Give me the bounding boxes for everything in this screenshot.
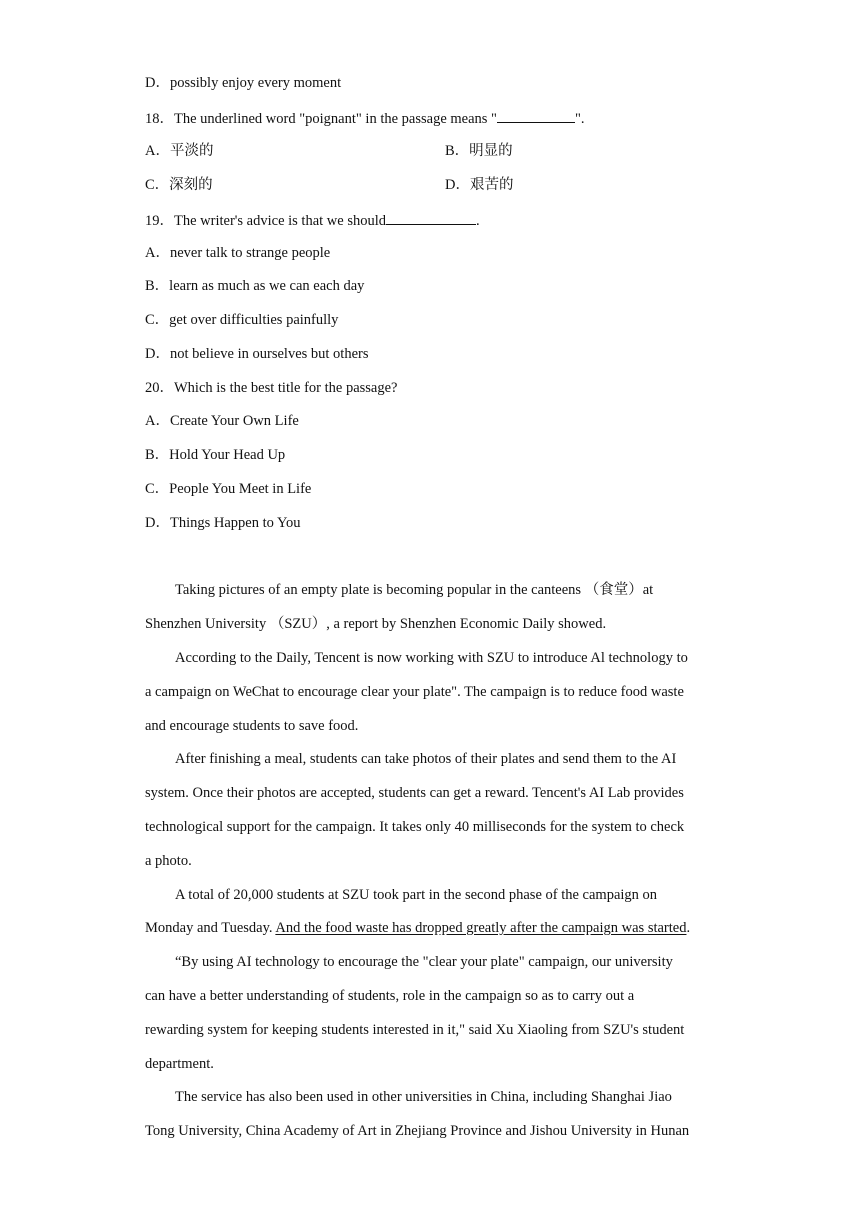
- passage-p6-line2: Tong University, China Academy of Art in Zhejiang Province and Jishou University in Hunan: [145, 1123, 690, 1139]
- q18-answer-blank: [497, 108, 575, 123]
- passage-p1-line1: Taking pictures of an empty plate is becoming popular in the canteens （食堂）at: [175, 582, 654, 598]
- passage-p5-line1: “By using AI technology to encourage the "clear your plate" campaign, our university: [175, 954, 673, 970]
- passage-p5-line4: department.: [145, 1056, 214, 1072]
- passage-p3-line4: a photo.: [145, 853, 192, 869]
- passage-p3-line1: After finishing a meal, students can take photos of their plates and send them to the AI: [175, 751, 677, 767]
- q19-answer-blank: [386, 210, 476, 225]
- q20-option-c: C．People You Meet in Life: [145, 481, 312, 497]
- q18-stem-end: ".: [574, 111, 585, 127]
- q19-option-a: A．never talk to strange people: [145, 245, 331, 261]
- q19-option-d: D．not believe in ourselves but others: [145, 346, 369, 362]
- passage-p4-line2-text: Monday and Tuesday.: [145, 920, 276, 936]
- q20-stem: 20．Which is the best title for the passage?: [145, 380, 398, 396]
- q18-option-a: A．平淡的: [145, 143, 214, 159]
- passage-p2-line1: According to the Daily, Tencent is now working with SZU to introduce Al technology to: [175, 650, 688, 666]
- passage-p3-line2: system. Once their photos are accepted, students can get a reward. Tencent's AI Lab provides: [145, 785, 684, 801]
- passage-p5-line2: can have a better understanding of students, role in the campaign so as to carry out a: [145, 988, 635, 1004]
- q19-stem-text: 19．The writer's advice is that we should: [145, 213, 386, 229]
- passage-p4-line2: [145, 919, 715, 937]
- passage-p3-line3: technological support for the campaign. It takes only 40 milliseconds for the system to check: [145, 819, 685, 835]
- q19-option-b: B．learn as much as we can each day: [145, 278, 365, 294]
- passage-p2-line2: a campaign on WeChat to encourage clear your plate". The campaign is to reduce food waste: [145, 684, 684, 700]
- q19-stem: [145, 210, 480, 230]
- passage-p6-line1: The service has also been used in other universities in China, including Shanghai Jiao: [175, 1089, 672, 1105]
- passage-p2-line3: and encourage students to save food.: [145, 718, 359, 734]
- q18-stem-text: 18．The underlined word "poignant" in the passage means ": [145, 111, 497, 127]
- underlined-sentence: And the food waste has dropped greatly after the campaign was started: [275, 920, 687, 936]
- passage-p4-line1: A total of 20,000 students at SZU took part in the second phase of the campaign on: [175, 887, 658, 903]
- q17-option-d: D．possibly enjoy every moment: [145, 75, 342, 91]
- q19-option-c: C．get over difficulties painfully: [145, 312, 339, 328]
- q18-option-c: C．深刻的: [145, 177, 213, 193]
- q18-stem: [145, 108, 585, 128]
- q20-option-a: A．Create Your Own Life: [145, 413, 299, 429]
- passage-p1-line2: Shenzhen University （SZU）, a report by Shenzhen Economic Daily showed.: [145, 616, 607, 632]
- q18-option-b: B．明显的: [445, 143, 513, 159]
- q20-option-d: D．Things Happen to You: [145, 515, 301, 531]
- passage-p5-line3: rewarding system for keeping students interested in it," said Xu Xiaoling from SZU's student: [145, 1022, 685, 1038]
- q18-option-d: D．艰苦的: [445, 177, 514, 193]
- q20-option-b: B．Hold Your Head Up: [145, 447, 286, 463]
- passage-p4-line2-end: .: [686, 920, 691, 936]
- q19-stem-end: .: [476, 213, 480, 229]
